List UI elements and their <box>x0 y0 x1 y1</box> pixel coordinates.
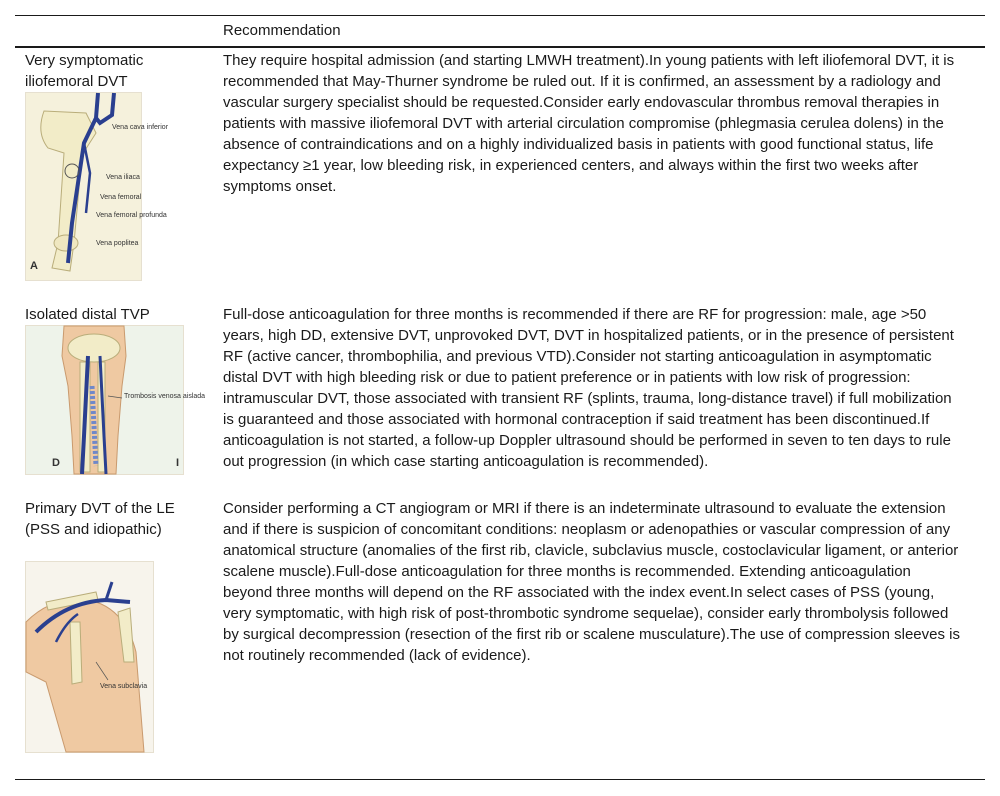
fig3-label-0: Vena subclavia <box>100 683 148 690</box>
fig1-label-0: Vena cava inferior <box>112 124 169 131</box>
fig1-label-1: Vena iliaca <box>106 174 140 181</box>
fig2-label-0: Trombosis venosa aislada <box>124 393 206 400</box>
column-header-recommendation: Recommendation <box>223 22 341 39</box>
subclavian-vein-illustration <box>25 561 154 753</box>
row-recommendation-isolated-distal-tvp: Full-dose anticoagulation for three months is recommended if there are RF for progression: male, age >50 years, high DD, extensive DVT, unprovoked DVT, DVT in hospitalized patients, or in the presence of persistent RF (active cancer, thrombophilia, and previous VTD).Consider not starting anticoagulation in asymptomatic distal DVT with high bleeding risk or due to patient preference or in patients with low risk of progression: intramuscular DVT, those associated with transient RF (splints, trauma, long-distance travel) if full mobilization is guaranteed and those associated with hormonal contraception if said treatment has been discontinued.If anticoagulation is not started, a follow-up Doppler ultrasound should be performed in seven to ten days to rule out progression (in which case starting anticoagulation is recommended). <box>223 306 954 470</box>
fig1-label-3: Vena femoral profunda <box>96 212 167 219</box>
row-label-isolated-distal-tvp: Isolated distal TVP <box>25 306 150 323</box>
leg-veins-illustration <box>25 92 169 281</box>
table-bottom-rule <box>15 779 985 780</box>
fig1-label-2: Vena femoral <box>100 194 142 201</box>
row-label-iliofemoral-dvt: Very symptomatic iliofemoral DVT <box>25 52 144 90</box>
fig2-side-letter: I <box>176 457 180 469</box>
calf-veins-illustration <box>25 325 206 475</box>
row-label-primary-dvt-le: Primary DVT of the LE (PSS and idiopathic) <box>25 500 175 538</box>
table-header-rule <box>15 46 985 48</box>
row-recommendation-iliofemoral-dvt: They require hospital admission (and starting LMWH treatment).In young patients with left iliofemoral DVT, it is recommended that May-Thurner syndrome be ruled out. If it is confirmed, an assessment by a radiology and vascular surgery specialist should be requested.Consider early endovascular thrombus removal therapies in patients with massive iliofemoral DVT with arterial circulation compromise (phlegmasia cerulea dolens) in the absence of contraindications and on a highly individualized basis in patients with good functional status, life expectancy ≥1 year, low bleeding risk, in experienced centers, and always within the first two weeks after symptoms onset. <box>223 52 955 195</box>
fig1-label-4: Vena poplitea <box>96 240 139 247</box>
row-recommendation-primary-dvt-le: Consider performing a CT angiogram or MRI if there is an indeterminate ultrasound to evaluate the extension and if there is suspicion of concomitant conditions: neoplasm or adenopathies or vascular compression of any anatomical structure (anomalies of the first rib, clavicle, subclavius muscle, costoclavicular ligament, or anterior scalene muscle).Full-dose anticoagulation for three months is recommended. Extending anticoagulation beyond three months will depend on the RF associated with the index event.In select cases of PSS (young, very symptomatic, with high risk of post-thrombotic syndrome sequelae), consider early thrombolysis followed by surgical decompression (resection of the first rib or scalene musculature).The use of compression sleeves is not routinely recommended (lack of evidence). <box>223 500 960 664</box>
table-top-rule <box>15 15 985 16</box>
fig1-panel-letter: A <box>30 260 38 272</box>
fig2-panel-letter: D <box>52 457 60 469</box>
